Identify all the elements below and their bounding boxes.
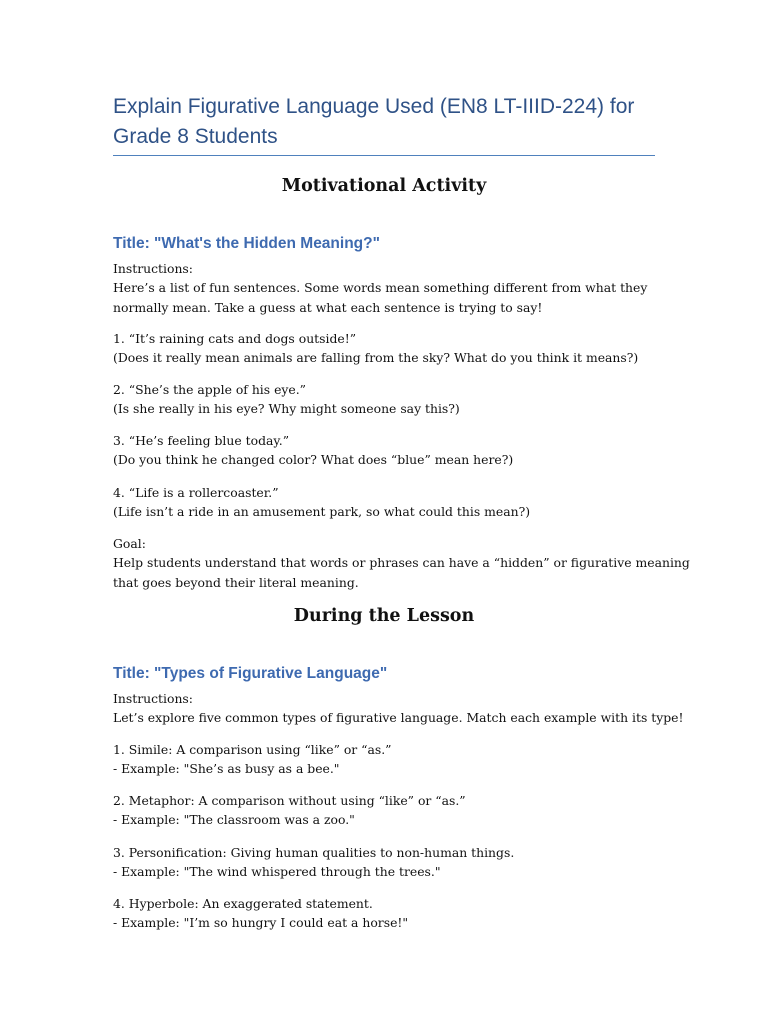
item-question: (Do you think he changed color? What does “blue” mean here?) — [113, 452, 514, 468]
type-definition: 1. Simile: A comparison using “like” or “as.” — [113, 742, 392, 757]
type-example: - Example: "I’m so hungry I could eat a horse!" — [113, 915, 409, 931]
instructions-label: Instructions: — [113, 261, 193, 276]
list-item — [113, 791, 655, 830]
section-heading-lesson: During the Lesson — [293, 606, 475, 626]
type-definition: 4. Hyperbole: An exaggerated statement. — [113, 896, 373, 911]
item-question: (Does it really mean animals are falling from the sky? What do you think it means?) — [113, 350, 639, 366]
goal-block — [113, 534, 690, 592]
goal-text: that goes beyond their literal meaning. — [113, 574, 359, 590]
title-divider — [113, 155, 655, 156]
goal-label: Goal: — [113, 536, 146, 551]
item-sentence: 4. “Life is a rollercoaster.” — [113, 485, 279, 500]
activity-title: Title: "What's the Hidden Meaning?" — [113, 235, 380, 252]
list-item — [113, 380, 655, 419]
item-question: (Life isn’t a ride in an amusement park, so what could this mean?) — [113, 504, 531, 520]
list-item — [113, 483, 655, 522]
item-sentence: 2. “She’s the apple of his eye.” — [113, 382, 307, 397]
instructions-text: Here’s a list of fun sentences. Some words mean something different from what they — [113, 280, 648, 296]
type-definition: 3. Personification: Giving human qualities to non-human things. — [113, 845, 515, 860]
lesson-title: Title: "Types of Figurative Language" — [113, 665, 388, 682]
list-item — [113, 740, 655, 779]
type-definition: 2. Metaphor: A comparison without using “like” or “as.” — [113, 793, 466, 808]
type-example: - Example: "The classroom was a zoo." — [113, 812, 355, 828]
list-item — [113, 843, 655, 882]
instructions-label: Instructions: — [113, 691, 193, 706]
lesson-instructions-block — [113, 689, 684, 728]
list-item — [113, 894, 655, 933]
instructions-block — [113, 259, 655, 317]
instructions-text: normally mean. Take a guess at what each sentence is trying to say! — [113, 299, 543, 315]
item-sentence: 1. “It’s raining cats and dogs outside!” — [113, 331, 357, 346]
item-sentence: 3. “He’s feeling blue today.” — [113, 433, 290, 448]
list-item — [113, 329, 655, 368]
type-example: - Example: "She’s as busy as a bee." — [113, 761, 340, 777]
type-example: - Example: "The wind whispered through the trees." — [113, 864, 441, 880]
item-question: (Is she really in his eye? Why might someone say this?) — [113, 401, 460, 417]
section-heading-motivational: Motivational Activity — [281, 176, 487, 196]
goal-text: Help students understand that words or phrases can have a “hidden” or figurative meaning — [113, 555, 690, 571]
list-item — [113, 431, 655, 470]
document-title: Explain Figurative Language Used (EN8 LT-IIID-224) for Grade 8 Students — [113, 95, 635, 148]
instructions-text: Let’s explore five common types of figurative language. Match each example with its type! — [113, 710, 684, 726]
